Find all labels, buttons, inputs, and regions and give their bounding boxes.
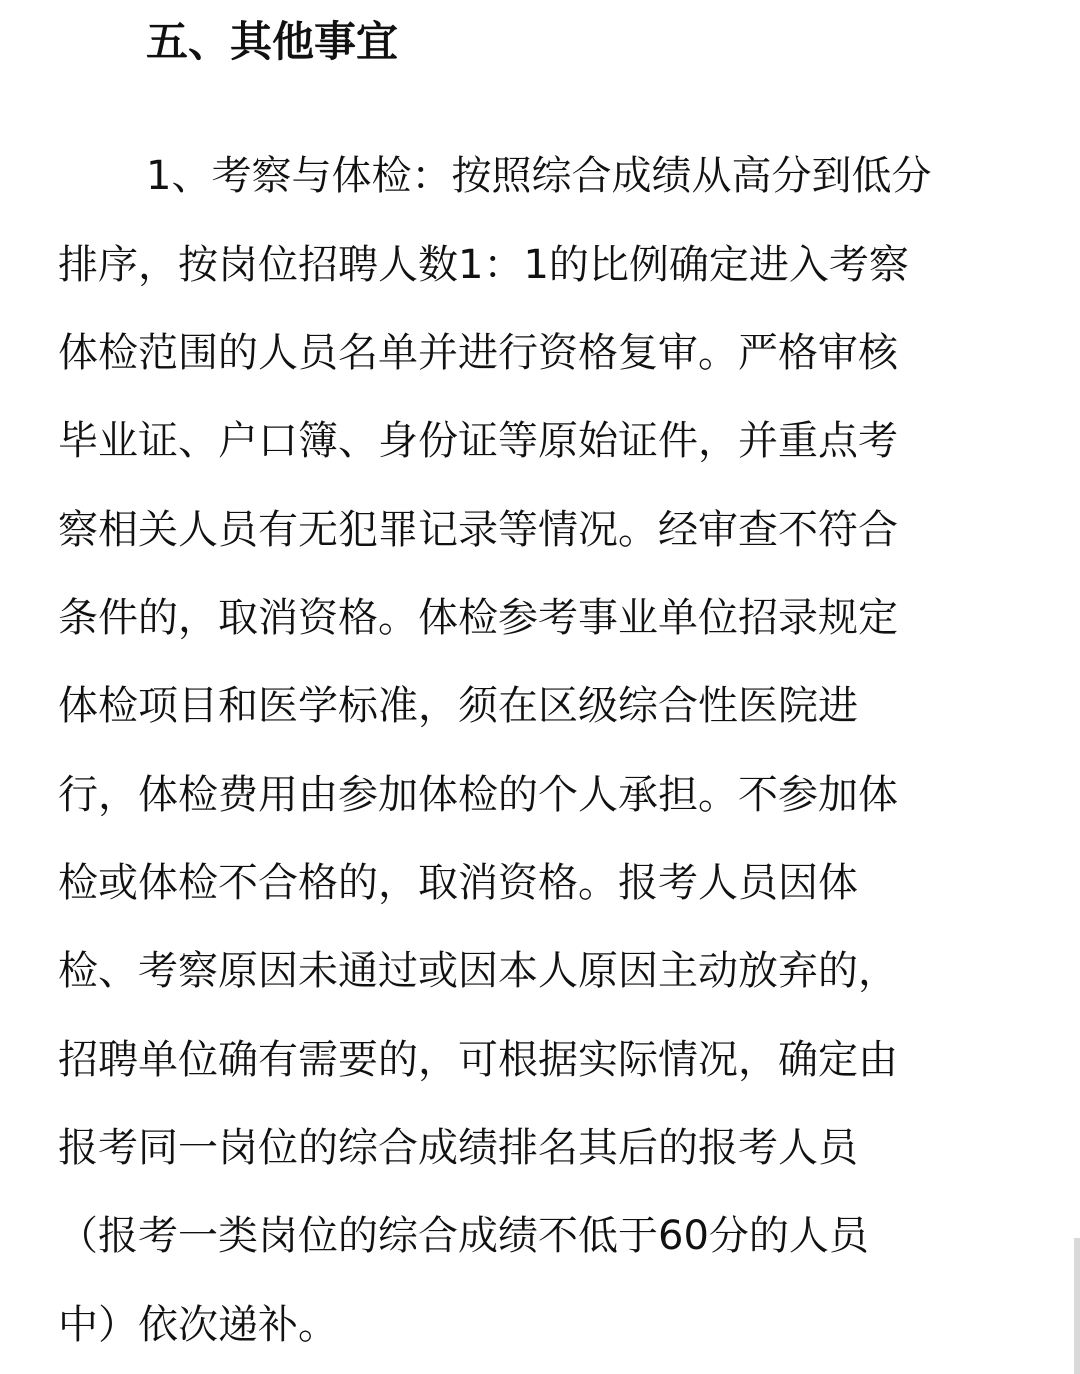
body-line: 检或体检不合格的，取消资格。报考人员因体	[58, 860, 858, 906]
scroll-edge-indicator	[1074, 1238, 1080, 1374]
body-line: 报考同一岗位的综合成绩排名其后的报考人员	[58, 1125, 858, 1171]
body-line: 1、考察与体检：按照综合成绩从高分到低分	[146, 153, 932, 199]
body-line: 招聘单位确有需要的，可根据实际情况，确定由	[58, 1037, 898, 1083]
body-line: 体检范围的人员名单并进行资格复审。严格审核	[58, 330, 898, 376]
body-line: 中）依次递补。	[58, 1302, 338, 1348]
body-line: 毕业证、户口簿、身份证等原始证件，并重点考	[58, 418, 898, 464]
body-line: 排序，按岗位招聘人数1：1的比例确定进入考察	[58, 242, 909, 288]
body-line: （报考一类岗位的综合成绩不低于60分的人员	[58, 1213, 869, 1259]
body-line: 条件的，取消资格。体检参考事业单位招录规定	[58, 595, 898, 641]
body-line: 检、考察原因未通过或因本人原因主动放弃的，	[58, 948, 898, 994]
body-line: 行，体检费用由参加体检的个人承担。不参加体	[58, 772, 898, 818]
section-heading: 五、其他事宜	[146, 17, 399, 66]
body-line: 察相关人员有无犯罪记录等情况。经审查不符合	[58, 507, 898, 553]
body-line: 体检项目和医学标准，须在区级综合性医院进	[58, 683, 858, 729]
